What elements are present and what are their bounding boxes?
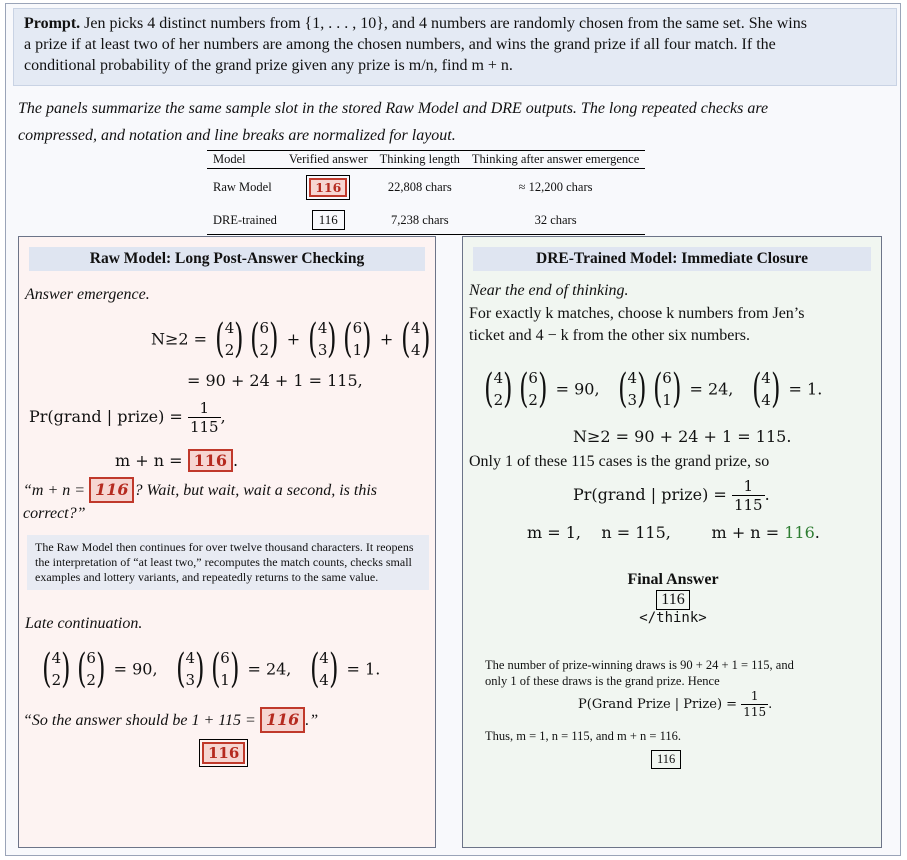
- cell-answer: 116: [309, 178, 347, 197]
- final-answer-label: Final Answer: [627, 571, 719, 588]
- final-quote: [23, 707, 318, 733]
- prompt-line-2: a prize if at least two of her numbers are among the chosen numbers, and wins the grand prize if all four match. If the: [24, 36, 776, 53]
- caption: [18, 95, 898, 149]
- post-line-2: only 1 of these draws is the grand prize. Hence: [485, 674, 720, 688]
- dre-mn-value: 116: [784, 523, 815, 542]
- n-label: N≥2 =: [151, 329, 208, 349]
- frac-num: 1: [188, 399, 221, 418]
- post-frac-den: 115: [743, 705, 767, 719]
- raw-panel-title: Raw Model: Long Post-Answer Checking: [29, 247, 425, 271]
- dre-pr-label: Pr(grand | prize) =: [573, 485, 727, 504]
- late-eq-2: = 24,: [247, 659, 292, 679]
- col-verified: Verified answer: [283, 151, 374, 169]
- summary-table: [207, 150, 645, 235]
- only-one-line: Only 1 of these 115 cases is the grand prize, so: [469, 453, 770, 470]
- late-eq-3: = 1.: [346, 659, 381, 679]
- late-continuation-label: Late continuation.: [25, 615, 143, 632]
- dre-mn-text: m = 1, n = 115, m + n =: [527, 523, 780, 542]
- table-row: [207, 204, 645, 235]
- final-quote-pre: “So the answer should be 1 + 115 =: [23, 712, 256, 729]
- prompt-box: [13, 8, 897, 86]
- dre-frac-num: 1: [732, 477, 765, 496]
- col-length: Thinking length: [374, 151, 466, 169]
- doubt-quote: [23, 477, 429, 525]
- dre-binomials: (4 2) (6 2) = 90, (4 3) (6 1) = 24, (4 4) = 1.: [484, 366, 823, 412]
- dre-mn-line: m = 1, n = 115, m + n = 116.: [527, 523, 820, 542]
- prompt-line-3: conditional probability of the grand prize given any prize is m/n, find m + n.: [24, 57, 513, 74]
- dre-eq-2: = 24,: [689, 379, 734, 399]
- dre-probability: Pr(grand | prize) = $\frac{1}{115}$ .: [573, 477, 770, 514]
- post-line-3: Thus, m = 1, n = 115, and m + n = 116.: [485, 729, 682, 743]
- sum-line: = 90 + 24 + 1 = 115,: [187, 371, 363, 390]
- caption-line-2: compressed, and notation and line breaks are normalized for layout.: [18, 127, 456, 144]
- think-end-tag: </think>: [639, 610, 707, 626]
- final-boxed-answer: 116: [202, 742, 245, 764]
- near-end-label: Near the end of thinking.: [469, 282, 629, 299]
- final-answer-block: [463, 571, 883, 626]
- n-ge-2-equation: N≥2 = (4 2) (6 2) + (4 3) (6 1) + (4 4): [151, 316, 431, 362]
- prompt-label: Prompt.: [24, 15, 81, 32]
- prompt-line-1: Jen picks 4 distinct numbers from {1, . . . , 10}, and 4 numbers are randomly chosen from the same set. She wins: [84, 15, 807, 32]
- late-eq-1: = 90,: [113, 659, 158, 679]
- cell-after: 32 chars: [466, 204, 645, 235]
- dre-panel-title: DRE-Trained Model: Immediate Closure: [473, 247, 871, 271]
- dre-frac-den: 115: [733, 496, 763, 514]
- final-quote-boxed: 116: [260, 707, 305, 733]
- post-think-text: [485, 657, 875, 689]
- col-after: Thinking after answer emergence: [466, 151, 645, 169]
- final-quote-post: .”: [305, 712, 319, 729]
- mn-line: m + n = 116 .: [115, 451, 239, 470]
- post-pr-label: P(Grand Prize | Prize) =: [578, 697, 738, 712]
- cell-model: Raw Model: [213, 180, 272, 194]
- post-boxed: 116: [651, 750, 681, 769]
- quote-line-2: correct?”: [23, 505, 86, 522]
- post-line-1: The number of prize-winning draws is 90 + 24 + 1 = 115, and: [485, 658, 794, 672]
- post-frac-num: 1: [741, 689, 768, 705]
- col-model: Model: [207, 151, 283, 169]
- dre-eq-3: = 1.: [788, 379, 823, 399]
- desc-line-1: For exactly k matches, choose k numbers from Jen’s: [469, 305, 805, 322]
- late-binomials: (4 2) (6 2) = 90, (4 3) (6 1) = 24, (4 4) = 1.: [42, 646, 381, 692]
- final-answer-value: 116: [656, 590, 689, 610]
- quote-post: ? Wait, but wait, wait a second, is this: [134, 482, 377, 499]
- dre-description: [469, 303, 875, 347]
- raw-summary-note: The Raw Model then continues for over twelve thousand characters. It reopens the interpretation of “at least two,” recomputes the match counts, checks small examples and lottery variants, and repeatedly returns to the same value.: [27, 535, 429, 590]
- raw-model-panel: [18, 236, 436, 848]
- dre-eq-1: = 90,: [555, 379, 600, 399]
- quote-pre: “m + n =: [23, 482, 86, 499]
- quote-boxed: 116: [89, 477, 134, 503]
- post-probability: P(Grand Prize | Prize) = $\frac{1}{115}$ .: [578, 689, 773, 719]
- mn-label: m + n =: [115, 451, 183, 470]
- desc-line-2: ticket and 4 − k from the other six numbers.: [469, 327, 750, 344]
- boxed-answer: 116: [188, 449, 233, 472]
- pr-label: Pr(grand | prize) =: [29, 407, 183, 426]
- table-row: [207, 169, 645, 205]
- cell-length: 22,808 chars: [387, 180, 452, 194]
- cell-length: 7,238 chars: [374, 204, 466, 235]
- dre-sum: N≥2 = 90 + 24 + 1 = 115.: [573, 427, 792, 446]
- frac-den: 115: [189, 418, 219, 436]
- cell-answer: 116: [312, 210, 345, 230]
- probability-line: Pr(grand | prize) = $\frac{1}{115}$ ,: [29, 399, 226, 436]
- answer-emergence-label: Answer emergence.: [25, 286, 150, 303]
- caption-line-1: The panels summarize the same sample slot in the stored Raw Model and DRE outputs. The long repeated checks are: [18, 100, 769, 117]
- cell-model: DRE-trained: [207, 204, 283, 235]
- answer-box: [306, 175, 350, 200]
- final-answer-box: [199, 739, 248, 767]
- dre-model-panel: [462, 236, 882, 848]
- cell-after: ≈ 12,200 chars: [518, 180, 593, 194]
